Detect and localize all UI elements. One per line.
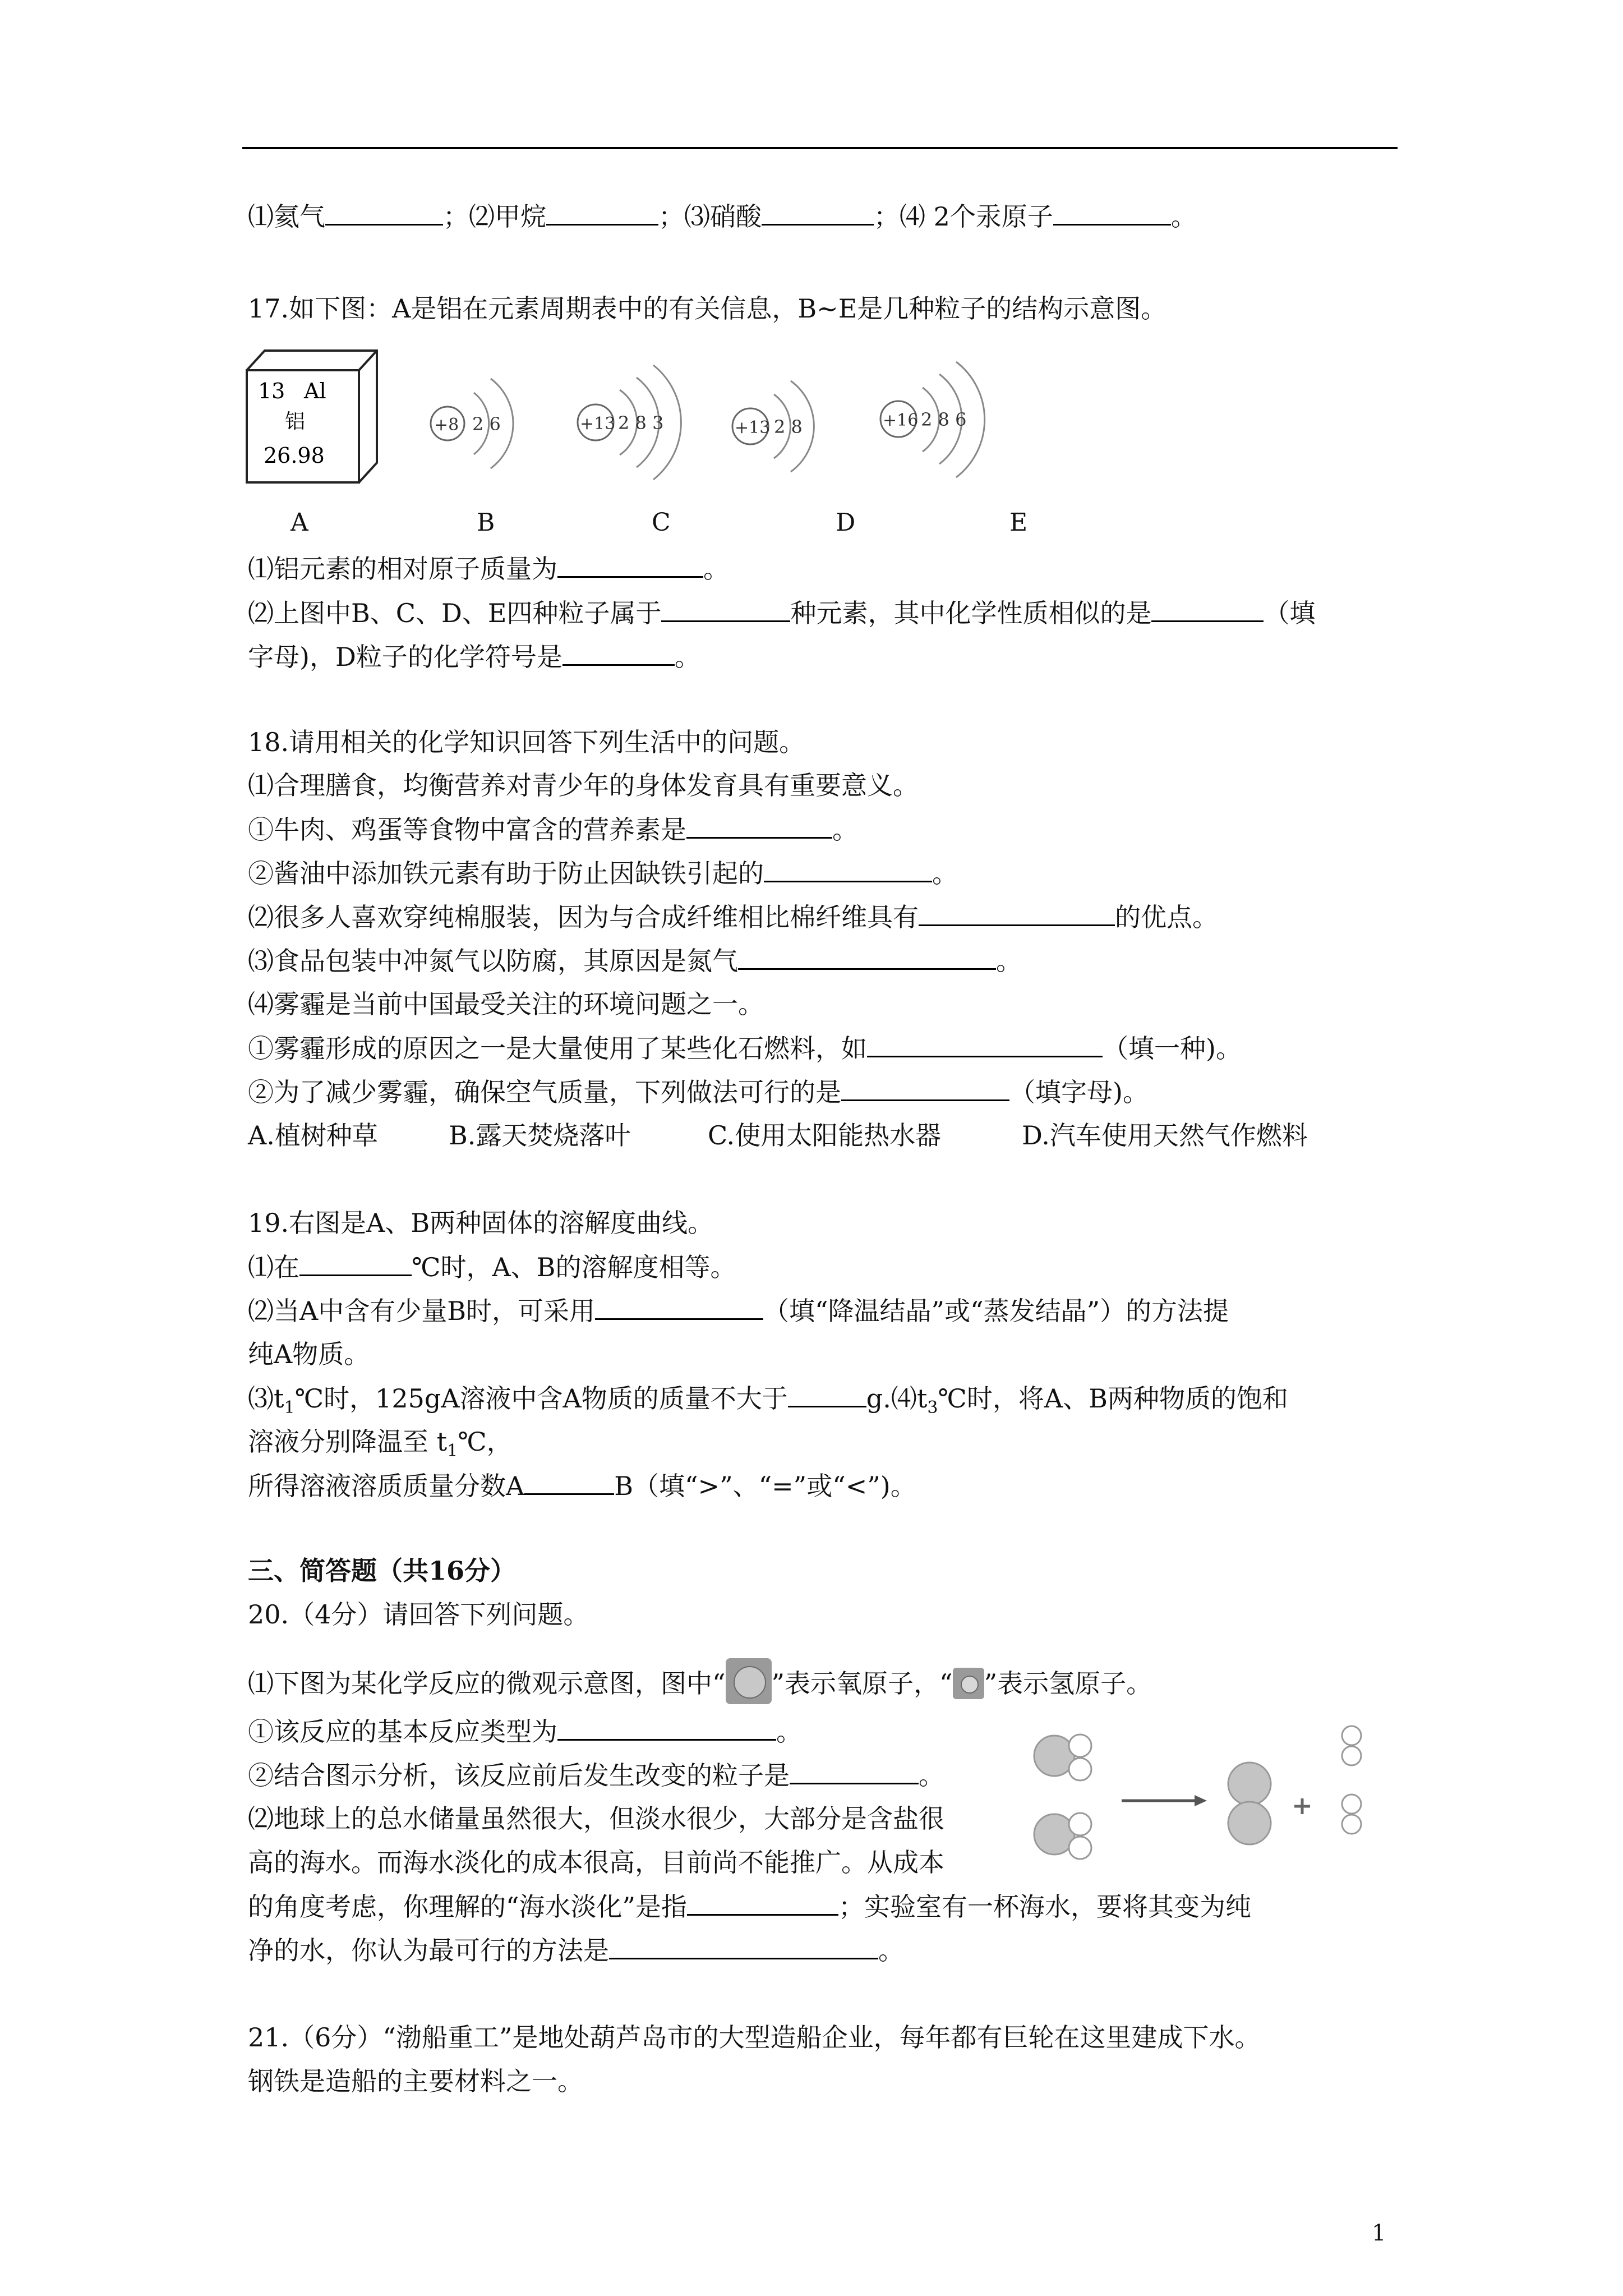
q20-line3: ②结合图示分析，该反应前后发生改变的粒子是 。 bbox=[248, 1758, 944, 1792]
answer-blank[interactable] bbox=[919, 900, 1115, 926]
q17-part1: ⑴铝元素的相对原子质量为 。 bbox=[248, 551, 729, 586]
answer-blank[interactable] bbox=[841, 1075, 1009, 1101]
plus-icon bbox=[1294, 1798, 1310, 1814]
answer-blank[interactable] bbox=[764, 856, 932, 882]
reaction-diagram bbox=[1026, 1711, 1396, 1879]
answer-blank[interactable] bbox=[1151, 596, 1264, 622]
q19-line2: ⑵当A中含有少量B时，可采用 （填“降温结晶”或“蒸发结晶”）的方法提 bbox=[248, 1294, 1229, 1328]
answer-blank[interactable] bbox=[595, 1294, 763, 1320]
q17-part3: 字母)，D粒子的化学符号是 。 bbox=[248, 639, 700, 674]
label-a: A bbox=[291, 508, 308, 537]
answer-blank[interactable] bbox=[325, 199, 443, 226]
q20-line5: 高的海水。而海水淡化的成本很高，目前尚不能推广。从成本 bbox=[248, 1847, 944, 1878]
answer-blank[interactable] bbox=[557, 1714, 776, 1741]
nucleus-charge: +8 bbox=[434, 415, 459, 435]
answer-blank[interactable] bbox=[686, 812, 832, 839]
electron-config: 2 6 bbox=[472, 413, 501, 435]
q20-line7: 净的水，你认为最可行的方法是 。 bbox=[248, 1933, 904, 1967]
q20-line6: 的角度考虑，你理解的“海水淡化”是指 ；实验室有一杯海水，要将其变为纯 bbox=[248, 1889, 1251, 1924]
water-molecule-2 bbox=[1034, 1813, 1091, 1859]
nucleus-charge: +13 bbox=[580, 414, 616, 434]
label-c: C bbox=[652, 508, 671, 537]
electron-config: 2 8 bbox=[774, 416, 803, 438]
electron-config: 2 8 3 bbox=[618, 412, 664, 434]
section-heading: 三、简答题（共16分） bbox=[248, 1556, 517, 1586]
label-d: D bbox=[836, 508, 856, 537]
aluminum-element-box bbox=[247, 351, 377, 482]
q19-line1: ⑴在 ℃时，A、B的溶解度相等。 bbox=[248, 1250, 736, 1284]
q18-line2: ①牛肉、鸡蛋等食物中富含的营养素是 。 bbox=[248, 812, 858, 846]
answer-blank[interactable] bbox=[738, 944, 996, 970]
nucleus-charge: +16 bbox=[883, 411, 919, 430]
q19-stem: 19.右图是A、B两种固体的溶解度曲线。 bbox=[248, 1208, 714, 1238]
answer-blank[interactable] bbox=[609, 1933, 878, 1959]
q20-line2: ①该反应的基本反应类型为 。 bbox=[248, 1714, 802, 1749]
answer-blank[interactable] bbox=[762, 199, 874, 226]
header-rule bbox=[242, 147, 1398, 149]
q18-option-d: D.汽车使用天然气作燃料 bbox=[1022, 1120, 1308, 1151]
q18-option-a: A.植树种草 bbox=[248, 1120, 378, 1151]
atomic-mass: 26.98 bbox=[264, 443, 325, 468]
answer-blank[interactable] bbox=[557, 551, 703, 578]
hydrogen-atom-icon bbox=[953, 1668, 984, 1699]
q19-line3: 纯A物质。 bbox=[248, 1339, 370, 1369]
answer-blank[interactable] bbox=[788, 1381, 866, 1407]
answer-blank[interactable] bbox=[299, 1250, 412, 1276]
q20-line1: ⑴下图为某化学反应的微观示意图，图中“ ”表示氧原子，“ ”表示氢原子。 bbox=[248, 1663, 1152, 1709]
label-b: B bbox=[477, 508, 495, 537]
q18-option-b: B.露天焚烧落叶 bbox=[449, 1120, 631, 1151]
q19-line5: 溶液分别降温至 $t_1℃$， bbox=[248, 1427, 513, 1461]
q16-line: ⑴氦气 ；⑵甲烷 ；⑶硝酸 ；⑷ 2个汞原子 。 bbox=[248, 199, 1197, 233]
q18-line5: ⑶食品包装中冲氮气以防腐，其原因是氮气 。 bbox=[248, 944, 1022, 978]
q21-line1: 21.（6分）“渤船重工”是地处葫芦岛市的大型造船企业，每年都有巨轮在这里建成下水。 bbox=[248, 2022, 1261, 2053]
oxygen-atom-icon bbox=[726, 1658, 772, 1704]
q17-stem: 17.如下图：A是铝在元素周期表中的有关信息，B~E是几种粒子的结构示意图。 bbox=[248, 293, 1167, 324]
q19-line6: 所得溶液溶质质量分数A B（填“>”、“=”或“<”)。 bbox=[248, 1469, 916, 1503]
q18-line6: ⑷雾霾是当前中国最受关注的环境问题之一。 bbox=[248, 989, 764, 1019]
answer-blank[interactable] bbox=[1053, 199, 1171, 226]
q18-line7: ①雾霾形成的原因之一是大量使用了某些化石燃料，如 （填一种)。 bbox=[248, 1031, 1242, 1065]
q18-line3: ②酱油中添加铁元素有助于防止因缺铁引起的 。 bbox=[248, 856, 958, 890]
answer-blank[interactable] bbox=[687, 1889, 838, 1916]
q20-stem: 20.（4分）请回答下列问题。 bbox=[248, 1599, 589, 1630]
q18-stem: 18.请用相关的化学知识回答下列生活中的问题。 bbox=[248, 727, 805, 757]
answer-blank[interactable] bbox=[546, 199, 658, 226]
q18-line1: ⑴合理膳食，均衡营养对青少年的身体发育具有重要意义。 bbox=[248, 770, 919, 800]
hydrogen-molecules bbox=[1342, 1726, 1361, 1834]
reaction-arrow bbox=[1122, 1795, 1207, 1806]
q18-option-c: C.使用太阳能热水器 bbox=[708, 1120, 942, 1151]
water-molecule-1 bbox=[1034, 1734, 1091, 1780]
answer-blank[interactable] bbox=[562, 639, 675, 666]
q19-line4: $⑶t_1℃$时，125gA溶液中含A物质的质量不大于 $g.⑷t_3℃$时，将A、B两种物质的饱和 bbox=[248, 1381, 1288, 1425]
answer-blank[interactable] bbox=[867, 1031, 1103, 1057]
element-symbol: Al bbox=[304, 379, 326, 403]
atomic-number: 13 bbox=[258, 379, 285, 403]
oxygen-molecule bbox=[1228, 1763, 1271, 1844]
label-e: E bbox=[1009, 508, 1028, 537]
q17-figure bbox=[241, 345, 998, 496]
answer-blank[interactable] bbox=[790, 1758, 919, 1784]
page-number: 1 bbox=[1372, 2220, 1386, 2246]
q18-line4: ⑵很多人喜欢穿纯棉服装，因为与合成纤维相比棉纤维具有 的优点。 bbox=[248, 900, 1218, 934]
q21-line2: 钢铁是造船的主要材料之一。 bbox=[248, 2066, 583, 2096]
electron-config: 2 8 6 bbox=[921, 409, 967, 430]
answer-blank[interactable] bbox=[661, 596, 790, 622]
nucleus-charge: +13 bbox=[735, 418, 771, 438]
answer-blank[interactable] bbox=[524, 1469, 614, 1495]
q18-line8: ②为了减少雾霾，确保空气质量，下列做法可行的是 （填字母)。 bbox=[248, 1075, 1149, 1109]
q20-line4: ⑵地球上的总水储量虽然很大，但淡水很少，大部分是含盐很 bbox=[248, 1803, 944, 1834]
q17-part2: ⑵上图中B、C、D、E四种粒子属于 种元素，其中化学性质相似的是 （填 bbox=[248, 596, 1315, 630]
element-name: 铝 bbox=[285, 410, 306, 433]
